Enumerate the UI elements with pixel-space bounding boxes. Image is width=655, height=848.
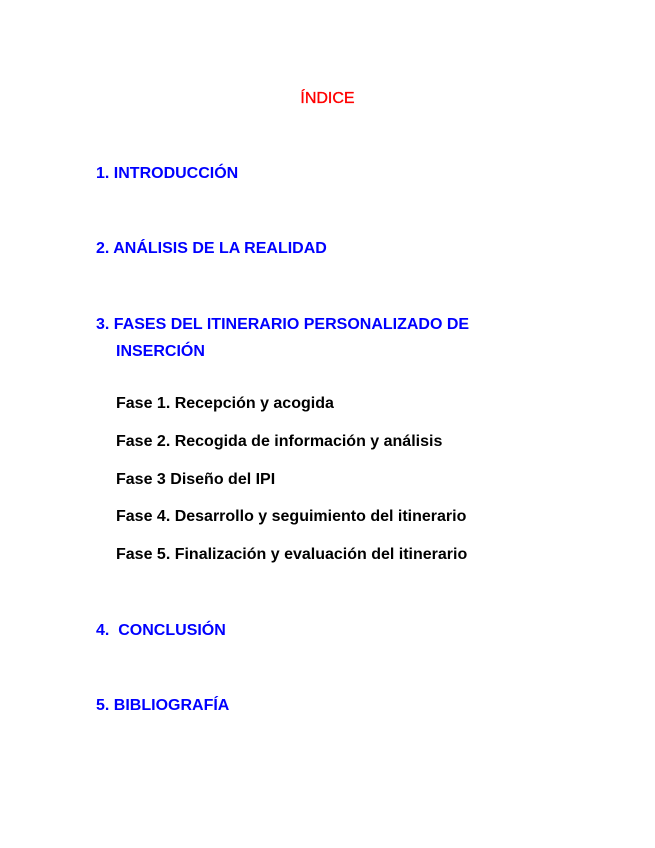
toc-entry-conclusion [96, 617, 526, 644]
toc-entry-number: 1. [96, 165, 110, 182]
toc-entry-number: 3. [96, 316, 110, 333]
toc-entry-title: CONCLUSIÓN [118, 622, 226, 639]
toc-entry-title: INTRODUCCIÓN [113, 165, 239, 182]
toc-entry-bibliografia [96, 692, 526, 719]
toc-entry-fases [96, 311, 526, 365]
toc-entry-number: 2. [96, 240, 110, 257]
toc-entry-title: ANÁLISIS DE LA REALIDAD [113, 240, 327, 257]
toc-entry-number: 4. [96, 622, 114, 639]
toc-entry-title: FASES DEL ITINERARIO PERSONALIZADO DE [113, 316, 470, 333]
toc-subentry-fase-4: Fase 4. Desarrollo y seguimiento del itinerario [116, 508, 467, 525]
toc-entry-introduccion [96, 160, 526, 187]
toc-entry-title-continuation: INSERCIÓN [116, 343, 205, 360]
toc-entry-title: BIBLIOGRAFÍA [113, 697, 230, 714]
toc-subentry-fase-1: Fase 1. Recepción y acogida [116, 395, 334, 412]
page-title: ÍNDICE [300, 90, 355, 107]
toc-subentry-fase-3: Fase 3 Diseño del IPI [116, 471, 276, 488]
toc-entry-number: 5. [96, 697, 110, 714]
toc-entry-analisis [96, 235, 526, 262]
toc-subentry-fase-2: Fase 2. Recogida de información y análisis [116, 433, 443, 450]
toc-subentry-fase-5: Fase 5. Finalización y evaluación del itinerario [116, 546, 468, 563]
